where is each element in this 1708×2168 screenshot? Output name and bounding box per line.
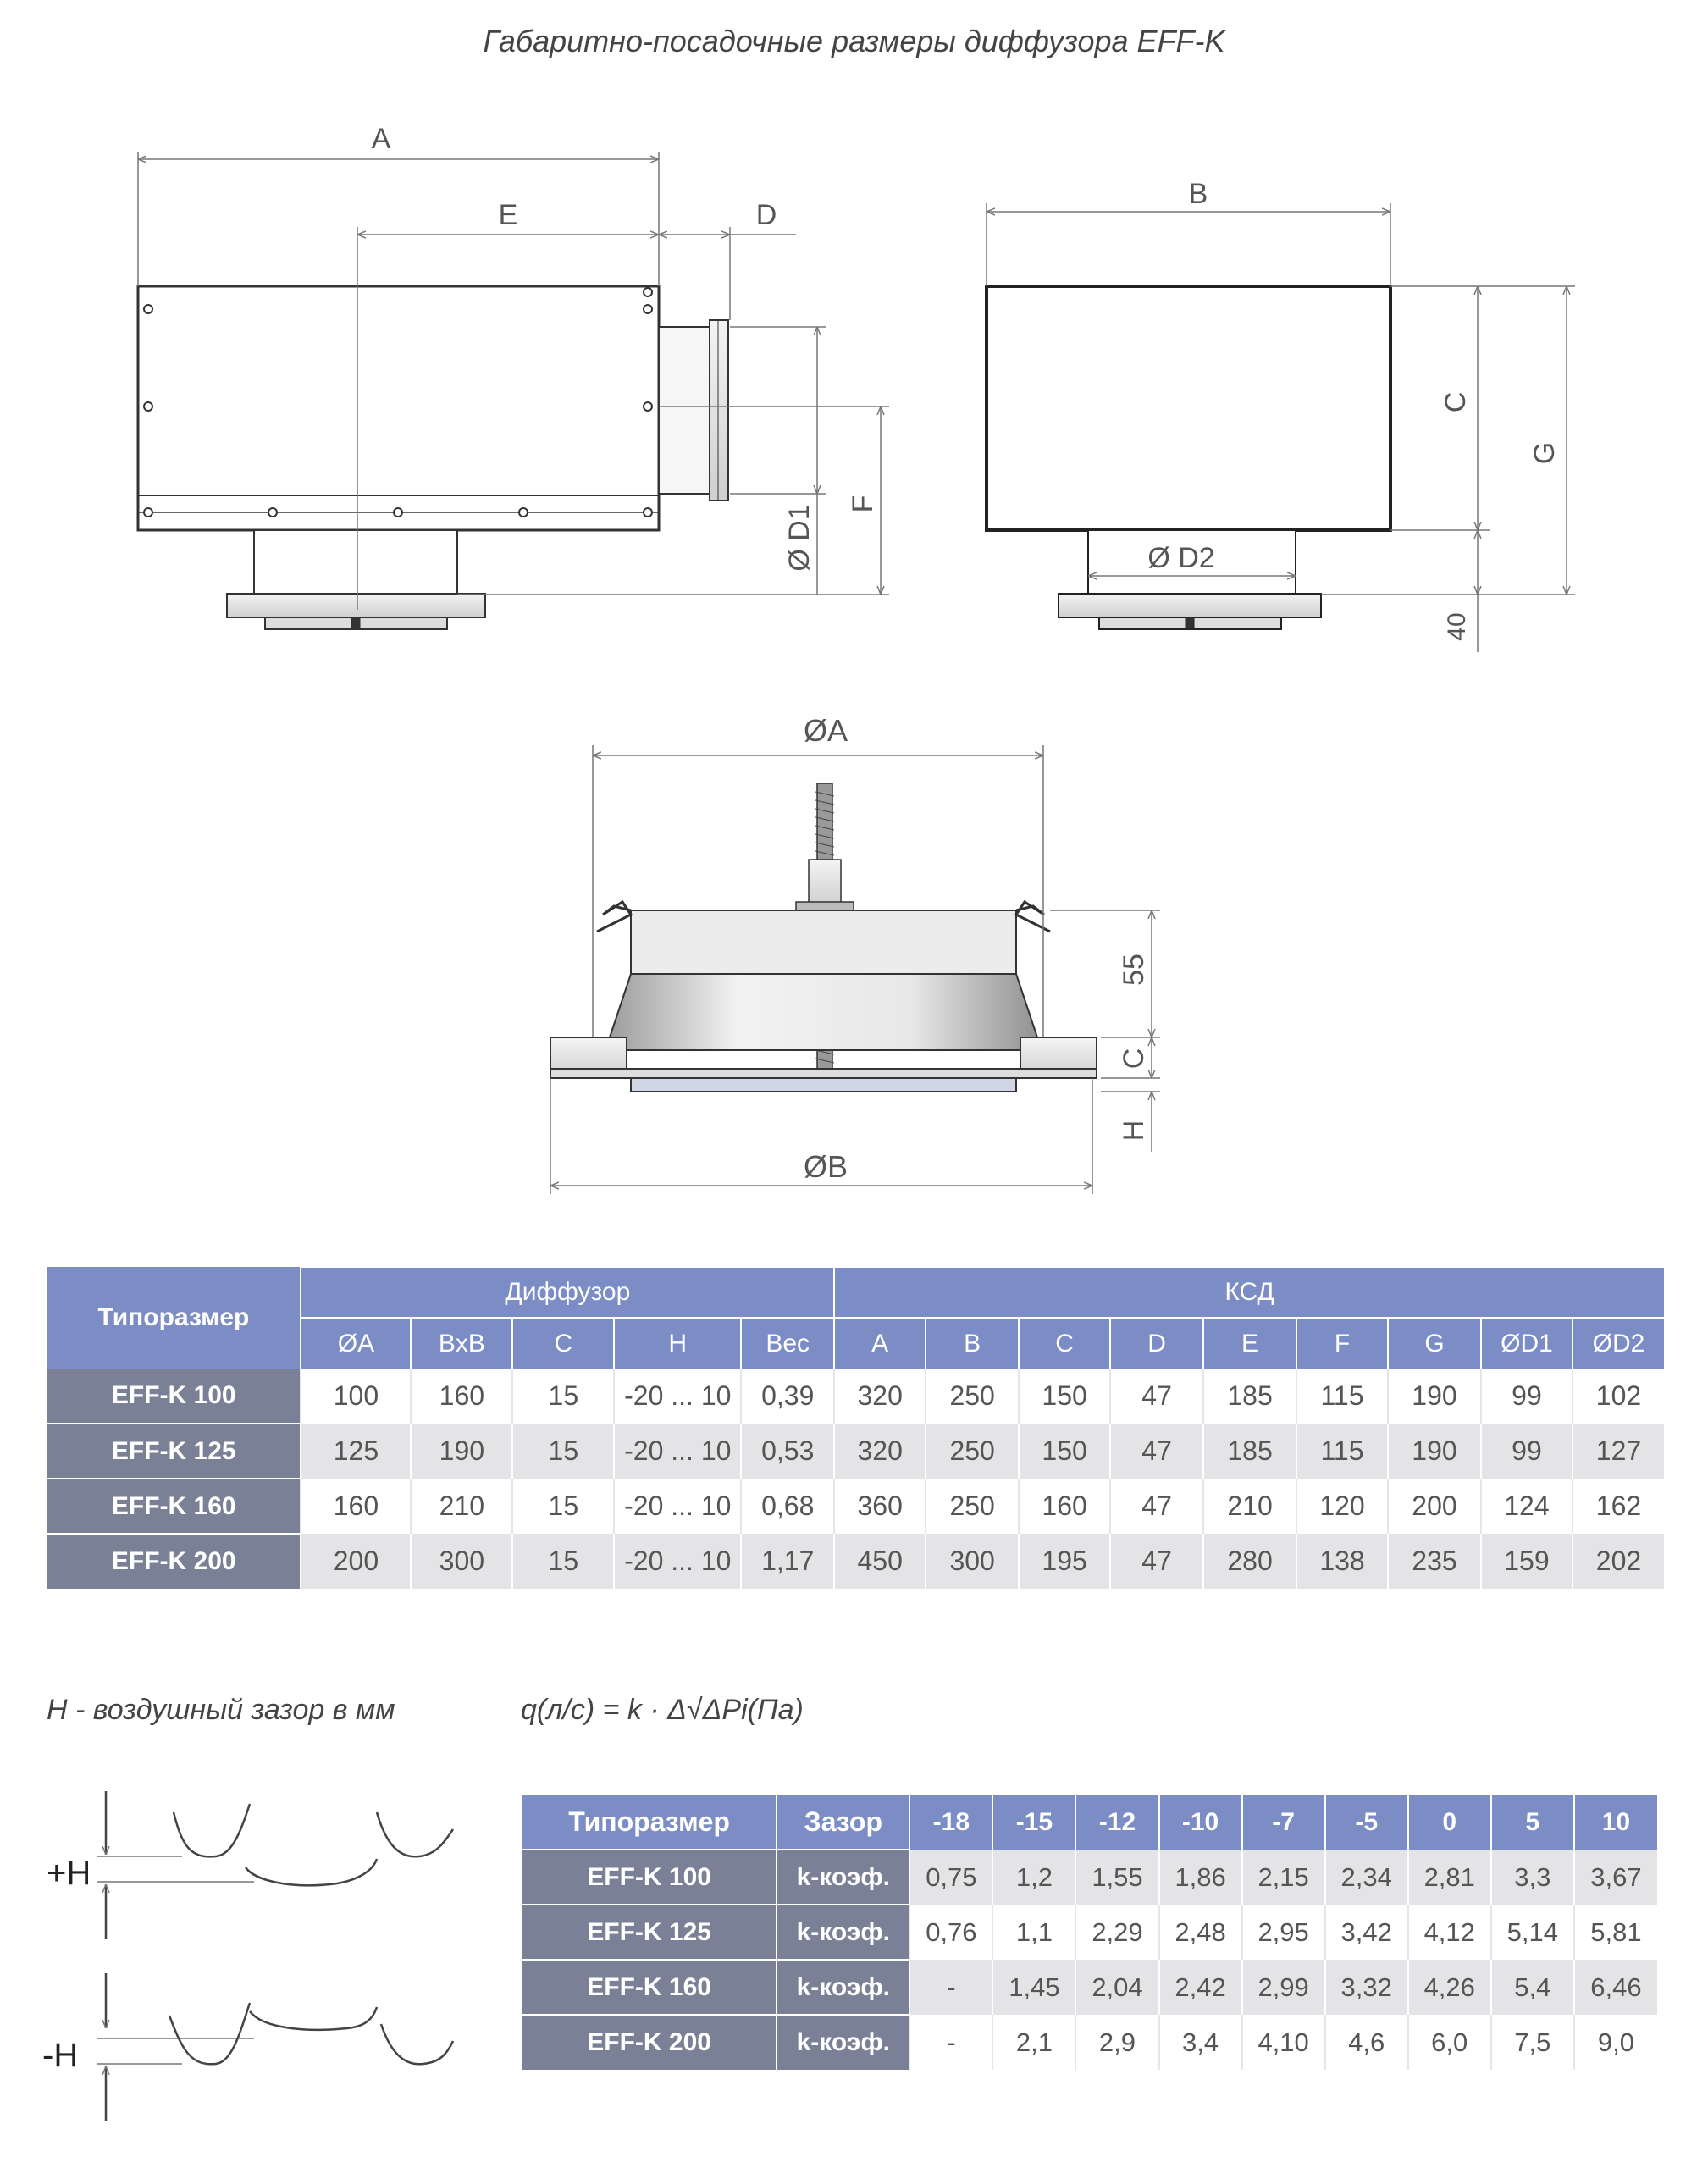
table-cell: 115 (1296, 1369, 1388, 1424)
table1-column-header: F (1296, 1318, 1388, 1369)
table-cell: 2,81 (1408, 1850, 1491, 1905)
table-cell: 190 (1388, 1369, 1481, 1424)
table-cell: 160 (301, 1479, 411, 1534)
table-cell: 0,75 (909, 1850, 992, 1905)
dim-F-label: F (847, 495, 879, 513)
table-cell: 450 (834, 1534, 926, 1589)
dim-D2-label: Ø D2 (1147, 542, 1215, 574)
table-row (522, 2015, 1657, 2070)
gap-column-header: -18 (909, 1795, 992, 1850)
dim-H-label: H (1118, 1120, 1150, 1142)
table-cell: 100 (301, 1369, 411, 1424)
table-cell: 15 (512, 1534, 614, 1589)
row-header: EFF-K 200 (522, 2015, 777, 2070)
dim-55-label: 55 (1118, 954, 1150, 986)
table-cell: 202 (1573, 1534, 1664, 1589)
table-cell: 1,55 (1075, 1850, 1158, 1905)
diffuser-section (550, 783, 1097, 1092)
side-view (138, 286, 728, 629)
table1-column-header: D (1110, 1318, 1203, 1369)
table-cell: 99 (1481, 1369, 1573, 1424)
table-cell: 3,67 (1574, 1850, 1657, 1905)
table-row (47, 1534, 1665, 1589)
dim-A-label: A (371, 123, 391, 155)
gap-column-header: -5 (1325, 1795, 1408, 1850)
table2-corner: Типоразмер (522, 1795, 777, 1850)
table-cell: 185 (1203, 1369, 1296, 1424)
table-cell: 9,0 (1574, 2015, 1657, 2070)
table-cell: - (909, 2015, 992, 2070)
coef-label: k-коэф. (777, 2015, 909, 2070)
gap-column-header: -15 (992, 1795, 1075, 1850)
table-cell: 0,53 (741, 1424, 834, 1479)
table1-group-ksd: КСД (834, 1267, 1664, 1318)
table1-group-diffuser: Диффузор (301, 1267, 834, 1318)
table-cell: 115 (1296, 1424, 1388, 1479)
dim-C-sec-label: C (1118, 1048, 1150, 1070)
table-cell: 6,0 (1408, 2015, 1491, 2070)
table-row (47, 1479, 1665, 1534)
table-cell: 5,4 (1491, 1960, 1574, 2015)
dim-E-label: E (498, 199, 518, 231)
table-cell: 150 (1019, 1369, 1110, 1424)
table-cell: 15 (512, 1369, 614, 1424)
table-cell: 4,10 (1242, 2015, 1325, 2070)
table-cell: 250 (926, 1369, 1019, 1424)
table-cell: -20 ... 10 (614, 1479, 741, 1534)
table1-corner: Типоразмер (47, 1267, 301, 1369)
table-cell: 4,6 (1325, 2015, 1408, 2070)
table-cell: 159 (1481, 1534, 1573, 1589)
dim-D1-label: Ø D1 (783, 504, 815, 572)
table-cell: 210 (1203, 1479, 1296, 1534)
row-header: EFF-K 160 (522, 1960, 777, 2015)
table-cell: 4,26 (1408, 1960, 1491, 2015)
table1-column-header: Вес (741, 1318, 834, 1369)
gap-plus-label: +H (47, 1855, 91, 1892)
dim-G-label: G (1528, 441, 1561, 465)
gap-diagram (97, 1791, 453, 2121)
table-cell: 160 (1019, 1479, 1110, 1534)
row-header: EFF-K 200 (47, 1534, 301, 1589)
gap-minus-label: -H (42, 2037, 79, 2074)
table-cell: 2,9 (1075, 2015, 1158, 2070)
table-cell: 15 (512, 1424, 614, 1479)
coef-label: k-коэф. (777, 1905, 909, 1960)
formula-note: q(л/с) = k · Δ√ΔPi(Па) (521, 1694, 804, 1726)
table-cell: 235 (1388, 1534, 1481, 1589)
table2-gap-label: Зазор (777, 1795, 909, 1850)
table-cell: 6,46 (1574, 1960, 1657, 2015)
table-cell: 138 (1296, 1534, 1388, 1589)
dim-40-label: 40 (1443, 612, 1471, 641)
table-cell: 102 (1573, 1369, 1664, 1424)
table-cell: 7,5 (1491, 2015, 1574, 2070)
table-cell: 3,3 (1491, 1850, 1574, 1905)
table-cell: 5,14 (1491, 1905, 1574, 1960)
table-cell: 2,42 (1159, 1960, 1242, 2015)
table-cell: 250 (926, 1479, 1019, 1534)
table-cell: 2,34 (1325, 1850, 1408, 1905)
table1-column-header: C (512, 1318, 614, 1369)
table1-column-header: B (926, 1318, 1019, 1369)
table-cell: 2,04 (1075, 1960, 1158, 2015)
table-cell: 300 (411, 1534, 512, 1589)
table-cell: 0,76 (909, 1905, 992, 1960)
table-cell: 280 (1203, 1534, 1296, 1589)
table1-column-header: ØD2 (1573, 1318, 1664, 1369)
table-cell: 210 (411, 1479, 512, 1534)
table1-column-header: BxB (411, 1318, 512, 1369)
gap-column-header: -10 (1159, 1795, 1242, 1850)
dim-B-label: B (1188, 178, 1208, 210)
table-cell: 0,68 (741, 1479, 834, 1534)
table-row (522, 1850, 1657, 1905)
table-cell: 200 (301, 1534, 411, 1589)
table-cell: 120 (1296, 1479, 1388, 1534)
table-row (47, 1424, 1665, 1479)
table-cell: 47 (1110, 1424, 1203, 1479)
table-cell: 0,39 (741, 1369, 834, 1424)
table-cell: 320 (834, 1369, 926, 1424)
table-cell: 190 (411, 1424, 512, 1479)
gap-column-header: 10 (1574, 1795, 1657, 1850)
row-header: EFF-K 125 (47, 1424, 301, 1479)
table-cell: 47 (1110, 1479, 1203, 1534)
dim-dA-label: ØA (803, 713, 848, 748)
table-cell: 127 (1573, 1424, 1664, 1479)
table-row (522, 1905, 1657, 1960)
table-cell: 1,2 (992, 1850, 1075, 1905)
table-cell: 15 (512, 1479, 614, 1534)
row-header: EFF-K 100 (522, 1850, 777, 1905)
dimensions-table (47, 1266, 1664, 1589)
table1-column-header: A (834, 1318, 926, 1369)
dim-dB-label: ØB (803, 1149, 848, 1184)
table1-column-header: C (1019, 1318, 1110, 1369)
table-cell: 2,15 (1242, 1850, 1325, 1905)
h-note: H - воздушный зазор в мм (47, 1694, 395, 1726)
table-cell: 125 (301, 1424, 411, 1479)
table-cell: 200 (1388, 1479, 1481, 1534)
table-cell: 1,86 (1159, 1850, 1242, 1905)
table-cell: 250 (926, 1424, 1019, 1479)
row-header: EFF-K 100 (47, 1369, 301, 1424)
table-cell: 150 (1019, 1424, 1110, 1479)
table-cell: 4,12 (1408, 1905, 1491, 1960)
table-cell: -20 ... 10 (614, 1369, 741, 1424)
table-cell: 195 (1019, 1534, 1110, 1589)
table-cell: 99 (1481, 1424, 1573, 1479)
gap-column-header: 5 (1491, 1795, 1574, 1850)
gap-column-header: -7 (1242, 1795, 1325, 1850)
table-row (47, 1369, 1665, 1424)
table1-column-header: H (614, 1318, 741, 1369)
table-cell: 1,45 (992, 1960, 1075, 2015)
table-cell: -20 ... 10 (614, 1534, 741, 1589)
table-cell: 320 (834, 1424, 926, 1479)
table1-column-header: ØD1 (1481, 1318, 1573, 1369)
front-view (987, 286, 1390, 629)
table-cell: -20 ... 10 (614, 1424, 741, 1479)
table-cell: 160 (411, 1369, 512, 1424)
table-cell: 300 (926, 1534, 1019, 1589)
table-cell: 360 (834, 1479, 926, 1534)
dim-D-label: D (755, 199, 777, 231)
table-cell: - (909, 1960, 992, 2015)
table1-column-header: E (1203, 1318, 1296, 1369)
page-title: Габаритно-посадочные размеры диффузора EFF-K (483, 24, 1225, 58)
dim-C-label: C (1440, 391, 1472, 413)
table-cell: 124 (1481, 1479, 1573, 1534)
table-cell: 1,1 (992, 1905, 1075, 1960)
coef-label: k-коэф. (777, 1850, 909, 1905)
table-cell: 3,42 (1325, 1905, 1408, 1960)
table-cell: 2,29 (1075, 1905, 1158, 1960)
table1-column-header: ØA (301, 1318, 411, 1369)
table-cell: 2,1 (992, 2015, 1075, 2070)
table-cell: 1,17 (741, 1534, 834, 1589)
gap-column-header: 0 (1408, 1795, 1491, 1850)
table-cell: 2,95 (1242, 1905, 1325, 1960)
table-cell: 3,4 (1159, 2015, 1242, 2070)
k-coefficient-table (522, 1795, 1657, 2070)
table-cell: 47 (1110, 1534, 1203, 1589)
row-header: EFF-K 160 (47, 1479, 301, 1534)
table-cell: 2,48 (1159, 1905, 1242, 1960)
table-cell: 162 (1573, 1479, 1664, 1534)
table-cell: 3,32 (1325, 1960, 1408, 2015)
table-row (522, 1960, 1657, 2015)
table-cell: 5,81 (1574, 1905, 1657, 1960)
gap-column-header: -12 (1075, 1795, 1158, 1850)
table1-column-header: G (1388, 1318, 1481, 1369)
table-cell: 185 (1203, 1424, 1296, 1479)
table-cell: 190 (1388, 1424, 1481, 1479)
table-cell: 47 (1110, 1369, 1203, 1424)
row-header: EFF-K 125 (522, 1905, 777, 1960)
table-cell: 2,99 (1242, 1960, 1325, 2015)
coef-label: k-коэф. (777, 1960, 909, 2015)
